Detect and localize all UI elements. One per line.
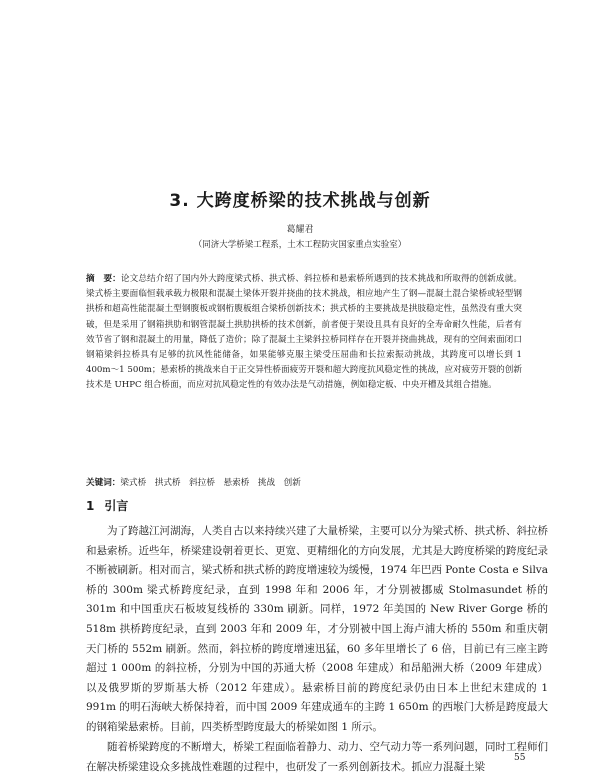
abstract-text: 论文总结介绍了国内外大跨度梁式桥、拱式桥、斜拉桥和悬索桥所遇到的技术挑战和所取得的创新成就。梁式桥主要面临恒载承载力极限和混凝土梁体开裂并挠曲的技术挑战，相应地产生了钢—混凝土混合梁桥或轻型钢拱桥和超高性能混凝土型钢腹板或钢桁腹板组合梁桥创新技术；拱式桥的主要挑战是拱肢稳定性，虽然没有重大突破，但是采用了钢箱拱肋和钢管混凝土拱肋拱桥的技术创新，前者便于架设且具有良好的全寿命耐久性能，后者有效节省了钢和混凝土的用量，降低了造价；除了混凝土主梁斜拉桥同样存在开裂并挠曲挑战，现有的空间索面闭口钢箱梁斜拉桥具有足够的抗风性能储备，如果能够克服主梁受压屈曲和长拉索振动挑战，其跨度可以增长到 1 400m～1 500m；悬索桥的挑战来自于正交异性桥面疲劳开裂和超大跨度抗风稳定性的挑战，应对疲劳开裂的创新技术是 UHPC 组合桥面，而应对抗风稳定性的有效办法是气动措施，例如稳定板、中央开槽及其组合措施。 xyxy=(86,274,522,391)
keywords-text: 梁式桥 拱式桥 斜拉桥 悬索桥 挑战 创新 xyxy=(120,478,301,488)
author: 葛耀君 xyxy=(286,225,314,235)
keywords-label: 关键词： xyxy=(86,478,121,488)
section-title: 引言 xyxy=(104,499,129,513)
page-number: 55 xyxy=(514,753,526,763)
page-title: 3. 大跨度桥梁的技术挑战与创新 xyxy=(169,191,431,211)
abstract xyxy=(86,272,522,394)
intro-paragraph-2: 随着桥梁跨度的不断增大，桥梁工程面临着静力、动力、空气动力等一系列问题，同时工程师们在解决桥梁建设众多挑战性难题的过程中，也研发了一系列创新技术。抓应力混凝土梁 xyxy=(86,741,548,773)
keywords xyxy=(86,476,522,488)
intro-paragraph-1: 为了跨越江河湖海，人类自古以来持续兴建了大量桥梁，主要可以分为梁式桥、拱式桥、斜拉桥和悬索桥。近些年，桥梁建设朝着更长、更宽、更精细化的方向发展，尤其是大跨度桥梁的跨度纪录不断被刷新。相对而言，梁式桥和拱式桥的跨度增速较为缓慢，1974 年巴西 Ponte Costa e Silva 桥的 300m 梁式桥跨度纪录，直到 1998 年和 2006 年，才分别被挪威 Stolmasundet 桥的 301m 和中国重庆石板坡复线桥的 330m 刷新。同样，1972 年美国的 New River Gorge 桥的 518m 拱桥跨度纪录，直到 2003 年和 2009 年，才分别被中国上海卢浦大桥的 550m 和重庆朝天门桥的 552m 刷新。然而，斜拉桥的跨度增速迅猛，60 多年里增长了 6 倍，目前已有三座主跨超过 1 000m 的斜拉桥，分别为中国的苏通大桥（2008 年建成）和昂船洲大桥（2009 年建成）以及俄罗斯的罗斯基大桥（2012 年建成）。悬索桥目前的跨度纪录仍由日本上世纪末建成的 1 991m 的明石海峡大桥保持着，而中国 2009 年建成通车的主跨 1 650m 的西堠门大桥是跨度最大的钢箱梁悬索桥。目前，四类桥型跨度最大的桥梁如图 1 所示。 xyxy=(86,525,548,733)
affiliation: （同济大学桥梁工程系，土木工程防灾国家重点实验室） xyxy=(193,240,407,250)
abstract-label: 摘 要： xyxy=(86,274,121,284)
section-number: 1 xyxy=(86,499,95,513)
section-heading xyxy=(86,497,128,514)
